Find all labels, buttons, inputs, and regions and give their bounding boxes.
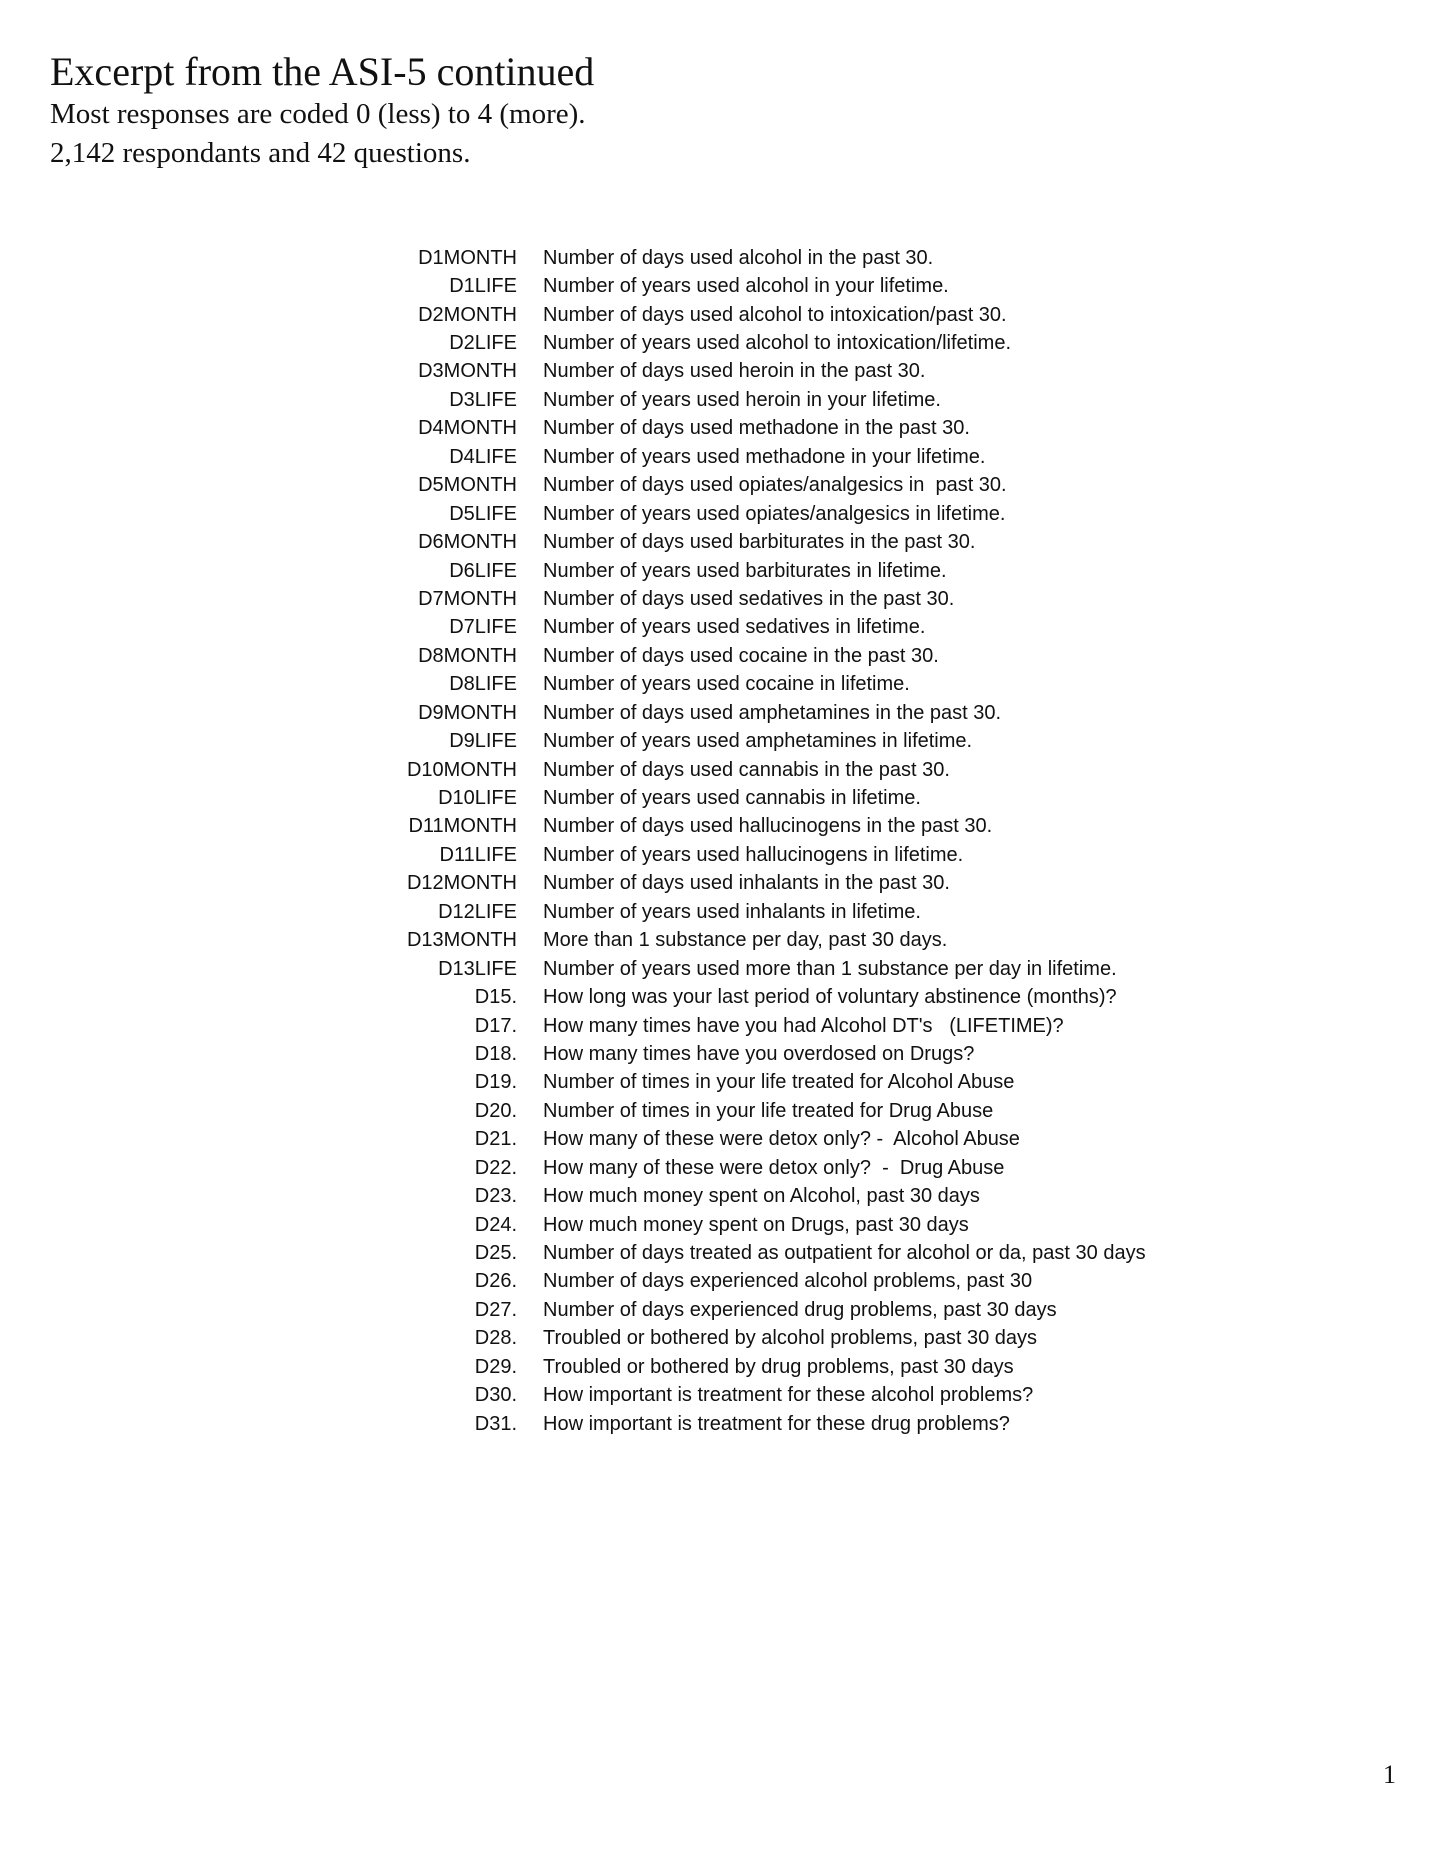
variable-description: Number of years used opiates/analgesics in lifetime. bbox=[543, 502, 1006, 525]
sample-size-note: 2,142 respondants and 42 questions. bbox=[50, 137, 471, 170]
variable-code: D21. bbox=[474, 1128, 517, 1151]
variable-code: D6LIFE bbox=[449, 559, 517, 582]
variable-code: D26. bbox=[474, 1270, 517, 1293]
variable-row bbox=[380, 244, 1390, 272]
variable-description: More than 1 substance per day, past 30 days. bbox=[543, 929, 948, 952]
variable-description: Number of years used cannabis in lifetime. bbox=[543, 787, 921, 810]
variable-description: Number of years used inhalants in lifetime. bbox=[543, 900, 921, 923]
variable-row bbox=[380, 500, 1390, 528]
variable-description: How many times have you overdosed on Drugs? bbox=[543, 1042, 975, 1065]
variable-row bbox=[380, 955, 1390, 983]
variable-description: Number of days used cocaine in the past 30. bbox=[543, 644, 939, 667]
variable-row bbox=[380, 443, 1390, 471]
variable-row bbox=[380, 1097, 1390, 1125]
variable-row bbox=[380, 727, 1390, 755]
variable-code: D18. bbox=[474, 1042, 517, 1065]
variable-code: D8LIFE bbox=[449, 673, 517, 696]
variable-list bbox=[380, 244, 1390, 1438]
variable-row bbox=[380, 329, 1390, 357]
variable-row bbox=[380, 272, 1390, 300]
variable-code: D13LIFE bbox=[438, 957, 517, 980]
variable-row bbox=[380, 1040, 1390, 1068]
variable-description: How many times have you had Alcohol DT's (LIFETIME)? bbox=[543, 1014, 1064, 1037]
variable-description: Number of years used alcohol to intoxication/lifetime. bbox=[543, 332, 1012, 355]
variable-code: D19. bbox=[474, 1071, 517, 1094]
variable-description: Number of days used barbiturates in the past 30. bbox=[543, 531, 976, 554]
variable-description: Number of days used methadone in the past 30. bbox=[543, 417, 970, 440]
variable-description: How long was your last period of voluntary abstinence (months)? bbox=[543, 986, 1117, 1009]
variable-description: Number of days used inhalants in the past 30. bbox=[543, 872, 950, 895]
variable-description: How many of these were detox only? - Alcohol Abuse bbox=[543, 1128, 1020, 1151]
variable-row bbox=[380, 784, 1390, 812]
variable-row bbox=[380, 1325, 1390, 1353]
variable-code: D11MONTH bbox=[408, 815, 517, 838]
variable-row bbox=[380, 642, 1390, 670]
variable-code: D5MONTH bbox=[418, 474, 517, 497]
variable-description: Number of years used more than 1 substance per day in lifetime. bbox=[543, 957, 1117, 980]
variable-description: Number of days used amphetamines in the past 30. bbox=[543, 701, 1002, 724]
variable-code: D7LIFE bbox=[449, 616, 517, 639]
variable-code: D4LIFE bbox=[449, 445, 517, 468]
variable-description: Number of years used methadone in your lifetime. bbox=[543, 445, 986, 468]
variable-description: Number of times in your life treated for Drug Abuse bbox=[543, 1099, 994, 1122]
variable-description: How much money spent on Drugs, past 30 days bbox=[543, 1213, 969, 1236]
variable-description: How important is treatment for these alcohol problems? bbox=[543, 1384, 1034, 1407]
variable-description: Number of years used heroin in your lifetime. bbox=[543, 388, 941, 411]
variable-row bbox=[380, 528, 1390, 556]
variable-description: Number of times in your life treated for Alcohol Abuse bbox=[543, 1071, 1015, 1094]
variable-description: Number of days experienced alcohol problems, past 30 bbox=[543, 1270, 1033, 1293]
coding-note: Most responses are coded 0 (less) to 4 (more). bbox=[50, 98, 586, 130]
page-title: Excerpt from the ASI-5 continued bbox=[50, 49, 595, 94]
variable-row bbox=[380, 1126, 1390, 1154]
variable-code: D11LIFE bbox=[439, 843, 517, 866]
variable-description: Number of years used cocaine in lifetime. bbox=[543, 673, 910, 696]
variable-row bbox=[380, 1268, 1390, 1296]
variable-description: Number of years used amphetamines in lifetime. bbox=[543, 730, 973, 753]
variable-code: D9LIFE bbox=[449, 730, 517, 753]
variable-row bbox=[380, 1182, 1390, 1210]
variable-description: Number of years used sedatives in lifetime. bbox=[543, 616, 926, 639]
variable-row bbox=[380, 841, 1390, 869]
variable-row bbox=[380, 1012, 1390, 1040]
variable-row bbox=[380, 671, 1390, 699]
variable-row bbox=[380, 585, 1390, 613]
variable-code: D1LIFE bbox=[449, 275, 517, 298]
variable-row bbox=[380, 983, 1390, 1011]
variable-description: Number of days used alcohol in the past 30. bbox=[543, 246, 934, 269]
variable-code: D24. bbox=[474, 1213, 517, 1236]
variable-code: D2LIFE bbox=[449, 332, 517, 355]
variable-code: D12LIFE bbox=[438, 900, 517, 923]
variable-description: Number of days used alcohol to intoxication/past 30. bbox=[543, 303, 1007, 326]
variable-row bbox=[380, 358, 1390, 386]
variable-row bbox=[380, 1296, 1390, 1324]
variable-description: How much money spent on Alcohol, past 30 days bbox=[543, 1185, 980, 1208]
variable-code: D27. bbox=[474, 1298, 517, 1321]
variable-row bbox=[380, 813, 1390, 841]
variable-code: D8MONTH bbox=[418, 644, 517, 667]
variable-description: Number of years used barbiturates in lifetime. bbox=[543, 559, 947, 582]
variable-code: D22. bbox=[474, 1156, 517, 1179]
variable-code: D17. bbox=[474, 1014, 517, 1037]
variable-code: D13MONTH bbox=[406, 929, 517, 952]
variable-code: D3LIFE bbox=[449, 388, 517, 411]
variable-description: Number of days experienced drug problems, past 30 days bbox=[543, 1298, 1057, 1321]
variable-code: D10MONTH bbox=[406, 758, 517, 781]
variable-row bbox=[380, 386, 1390, 414]
variable-code: D4MONTH bbox=[418, 417, 517, 440]
variable-code: D7MONTH bbox=[418, 587, 517, 610]
variable-row bbox=[380, 1410, 1390, 1438]
variable-code: D30. bbox=[474, 1384, 517, 1407]
variable-row bbox=[380, 898, 1390, 926]
variable-row bbox=[380, 699, 1390, 727]
variable-description: Number of days used hallucinogens in the past 30. bbox=[543, 815, 993, 838]
variable-description: Number of days used sedatives in the past 30. bbox=[543, 587, 955, 610]
variable-description: Number of days used heroin in the past 30. bbox=[543, 360, 926, 383]
variable-description: Number of days used cannabis in the past 30. bbox=[543, 758, 950, 781]
document-header bbox=[50, 50, 594, 172]
variable-row bbox=[380, 614, 1390, 642]
variable-code: D29. bbox=[474, 1355, 517, 1378]
variable-description: Number of years used alcohol in your lifetime. bbox=[543, 275, 949, 298]
variable-row bbox=[380, 1239, 1390, 1267]
variable-description: Troubled or bothered by alcohol problems, past 30 days bbox=[543, 1327, 1037, 1350]
page-number: 1 bbox=[1383, 1760, 1396, 1789]
variable-description: Number of days treated as outpatient for alcohol or da, past 30 days bbox=[543, 1242, 1146, 1265]
variable-row bbox=[380, 1154, 1390, 1182]
variable-description: Number of years used hallucinogens in lifetime. bbox=[543, 843, 964, 866]
variable-code: D2MONTH bbox=[418, 303, 517, 326]
variable-code: D23. bbox=[474, 1185, 517, 1208]
variable-code: D5LIFE bbox=[449, 502, 517, 525]
variable-description: How important is treatment for these drug problems? bbox=[543, 1412, 1010, 1435]
variable-row bbox=[380, 1382, 1390, 1410]
variable-code: D25. bbox=[474, 1242, 517, 1265]
variable-row bbox=[380, 415, 1390, 443]
variable-row bbox=[380, 557, 1390, 585]
variable-description: Number of days used opiates/analgesics in past 30. bbox=[543, 474, 1007, 497]
variable-code: D31. bbox=[474, 1412, 517, 1435]
variable-row bbox=[380, 927, 1390, 955]
variable-code: D28. bbox=[474, 1327, 517, 1350]
variable-code: D15. bbox=[474, 986, 517, 1009]
variable-description: Troubled or bothered by drug problems, past 30 days bbox=[543, 1355, 1014, 1378]
variable-code: D9MONTH bbox=[418, 701, 517, 724]
variable-row bbox=[380, 1353, 1390, 1381]
variable-code: D20. bbox=[474, 1099, 517, 1122]
variable-description: How many of these were detox only? - Drug Abuse bbox=[543, 1156, 1005, 1179]
variable-row bbox=[380, 756, 1390, 784]
variable-row bbox=[380, 301, 1390, 329]
variable-code: D3MONTH bbox=[418, 360, 517, 383]
variable-row bbox=[380, 472, 1390, 500]
variable-row bbox=[380, 1069, 1390, 1097]
variable-code: D12MONTH bbox=[406, 872, 517, 895]
variable-code: D10LIFE bbox=[438, 787, 517, 810]
variable-row bbox=[380, 1211, 1390, 1239]
variable-row bbox=[380, 870, 1390, 898]
variable-code: D6MONTH bbox=[418, 531, 517, 554]
variable-code: D1MONTH bbox=[418, 246, 517, 269]
